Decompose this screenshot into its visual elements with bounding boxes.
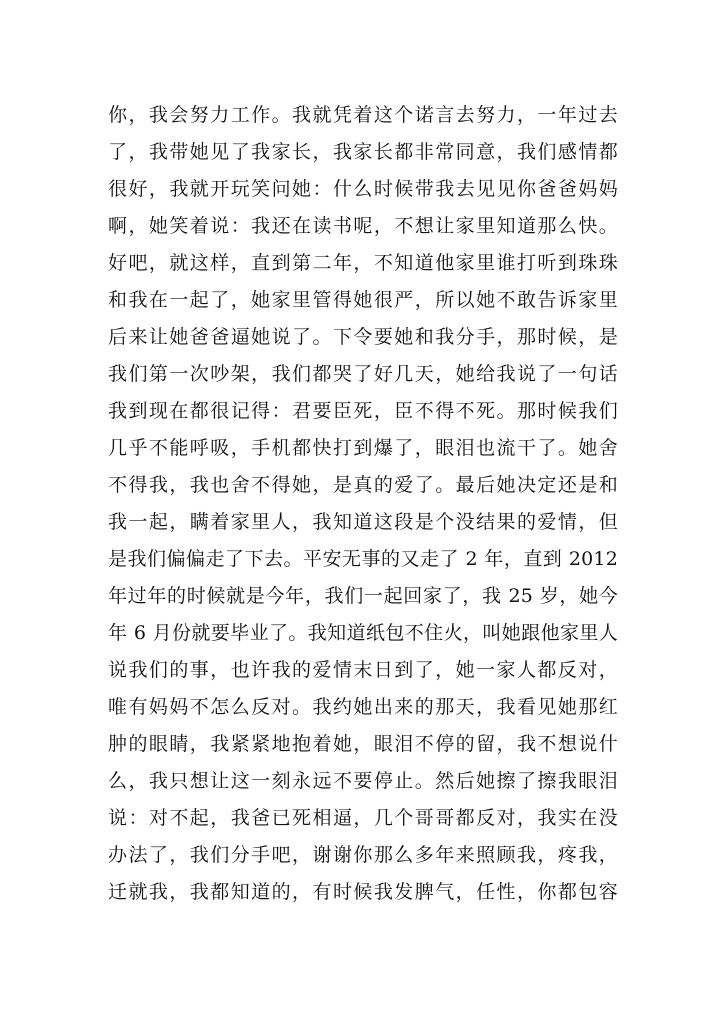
text-line: 你，我会努力工作。我就凭着这个诺言去努力，一年过去 [108, 104, 618, 126]
text-line: 啊，她笑着说：我还在读书呢，不想让家里知道那么快。 [108, 215, 618, 237]
text-line: 我到现在都很记得：君要臣死，臣不得不死。那时候我们 [108, 400, 618, 422]
text-line: 年过年的时候就是今年，我们一起回家了，我 25 岁，她今 [108, 585, 618, 607]
text-line: 是我们偏偏走了下去。平安无事的又走了 2 年，直到 2012 [108, 548, 618, 570]
text-line: 说：对不起，我爸已死相逼，几个哥哥都反对，我实在没 [108, 807, 618, 829]
text-line: 很好，我就开玩笑问她：什么时候带我去见见你爸爸妈妈 [108, 178, 618, 200]
text-line: 么，我只想让这一刻永远不要停止。然后她擦了擦我眼泪 [108, 770, 618, 792]
text-line: 迁就我，我都知道的，有时候我发脾气，任性，你都包容 [108, 881, 618, 903]
text-line: 后来让她爸爸逼她说了。下令要她和我分手，那时候，是 [108, 326, 618, 348]
text-line: 年 6 月份就要毕业了。我知道纸包不住火，叫她跟他家里人 [108, 622, 618, 644]
text-line: 唯有妈妈不怎么反对。我约她出来的那天，我看见她那红 [108, 696, 618, 718]
text-line: 好吧，就这样，直到第二年，不知道他家里谁打听到珠珠 [108, 252, 618, 274]
text-line: 我一起，瞒着家里人，我知道这段是个没结果的爱情，但 [108, 511, 618, 533]
text-line: 说我们的事，也许我的爱情末日到了，她一家人都反对， [108, 659, 618, 681]
text-line: 我们第一次吵架，我们都哭了好几天，她给我说了一句话 [108, 363, 618, 385]
text-line: 和我在一起了，她家里管得她很严，所以她不敢告诉家里 [108, 289, 618, 311]
text-line: 不得我，我也舍不得她，是真的爱了。最后她决定还是和 [108, 474, 618, 496]
text-line: 了，我带她见了我家长，我家长都非常同意，我们感情都 [108, 141, 618, 163]
text-line: 肿的眼睛，我紧紧地抱着她，眼泪不停的留，我不想说什 [108, 733, 618, 755]
text-line: 几乎不能呼吸，手机都快打到爆了，眼泪也流干了。她舍 [108, 437, 618, 459]
body-text [108, 97, 618, 911]
text-line: 办法了，我们分手吧，谢谢你那么多年来照顾我，疼我， [108, 844, 618, 866]
